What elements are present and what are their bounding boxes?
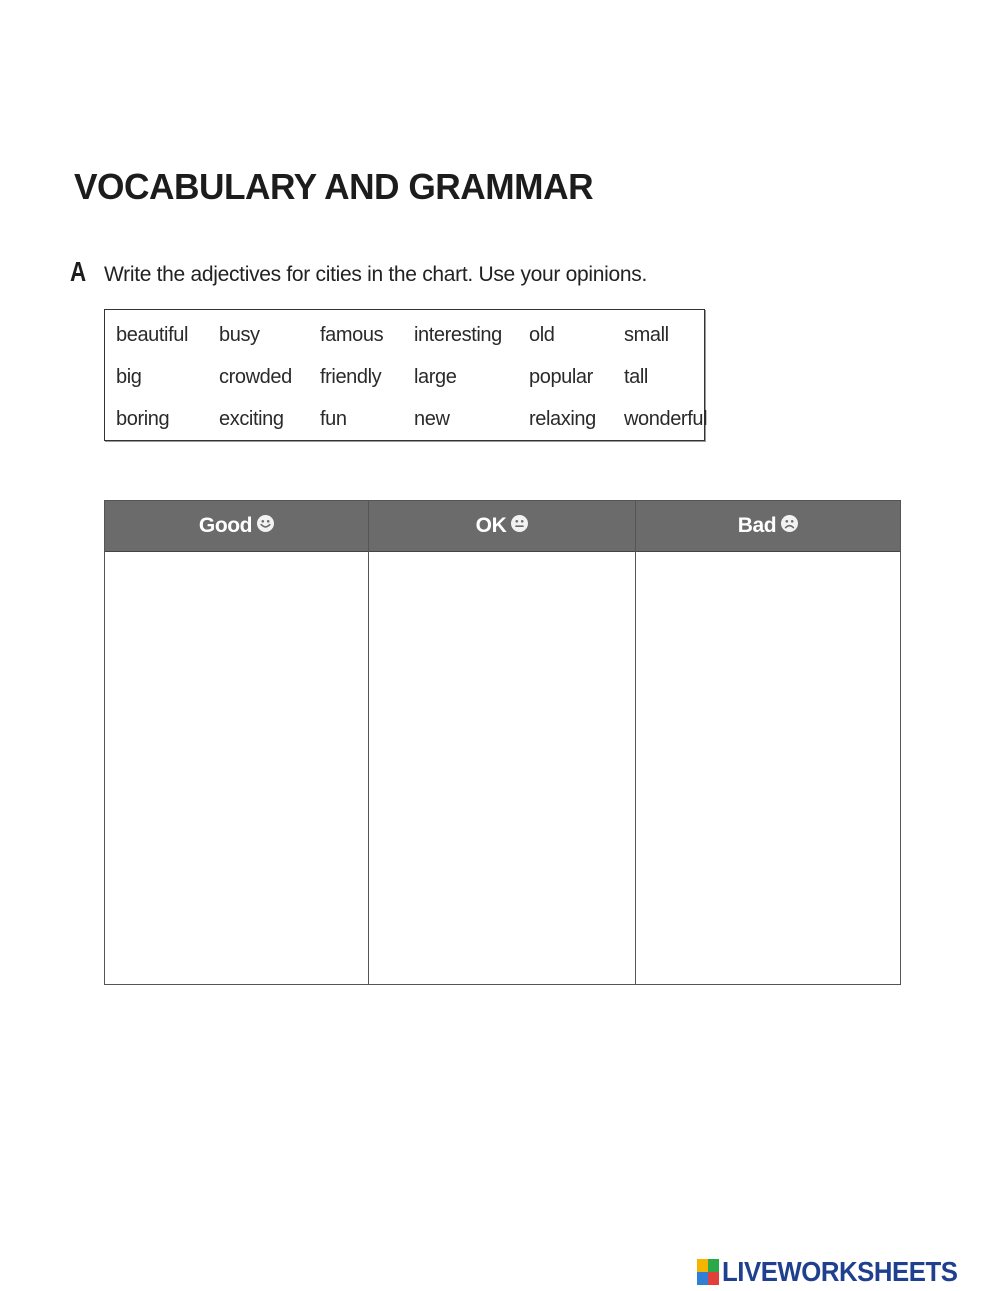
column-bad xyxy=(636,501,900,984)
column-good xyxy=(105,501,369,984)
word-item: tall xyxy=(624,366,648,388)
word-item: large xyxy=(414,366,457,388)
neutral-face-icon xyxy=(511,515,528,532)
page-title: VOCABULARY AND GRAMMAR xyxy=(74,166,594,207)
word-item: exciting xyxy=(219,408,284,430)
word-item: popular xyxy=(529,366,593,388)
word-item: famous xyxy=(320,324,384,346)
answer-area-ok[interactable] xyxy=(369,552,635,984)
opinion-chart xyxy=(104,500,901,985)
column-label-bad: Bad xyxy=(737,514,777,537)
column-header-ok xyxy=(369,501,635,552)
word-item: friendly xyxy=(320,366,382,388)
answer-area-good[interactable] xyxy=(105,552,368,984)
word-item: new xyxy=(414,408,450,430)
liveworksheets-brand xyxy=(697,1256,978,1288)
word-item: busy xyxy=(219,324,260,346)
column-header-good xyxy=(105,501,368,552)
happy-face-icon xyxy=(257,515,274,532)
liveworksheets-logo-icon xyxy=(697,1259,719,1285)
word-item: interesting xyxy=(414,324,502,346)
exercise-text: Write the adjectives for cities in the chart. Use your opinions. xyxy=(104,263,648,286)
sad-face-icon xyxy=(781,515,798,532)
column-header-bad xyxy=(636,501,900,552)
word-bank-grid xyxy=(116,320,714,446)
word-item: big xyxy=(116,366,142,388)
word-item: small xyxy=(624,324,669,346)
word-item: wonderful xyxy=(624,408,708,430)
answer-area-bad[interactable] xyxy=(636,552,900,984)
word-item: boring xyxy=(116,408,170,430)
word-item: crowded xyxy=(219,366,292,388)
word-item: beautiful xyxy=(116,324,189,346)
column-label-good: Good xyxy=(198,514,253,537)
column-ok xyxy=(369,501,636,984)
brand-text: LIVEWORKSHEETS xyxy=(722,1256,958,1287)
exercise-letter: A xyxy=(70,256,87,287)
exercise-instruction xyxy=(70,256,647,288)
word-bank xyxy=(104,309,708,441)
word-item: relaxing xyxy=(529,408,596,430)
word-item: fun xyxy=(320,408,347,430)
column-label-ok: OK xyxy=(475,514,507,537)
word-item: old xyxy=(529,324,555,346)
